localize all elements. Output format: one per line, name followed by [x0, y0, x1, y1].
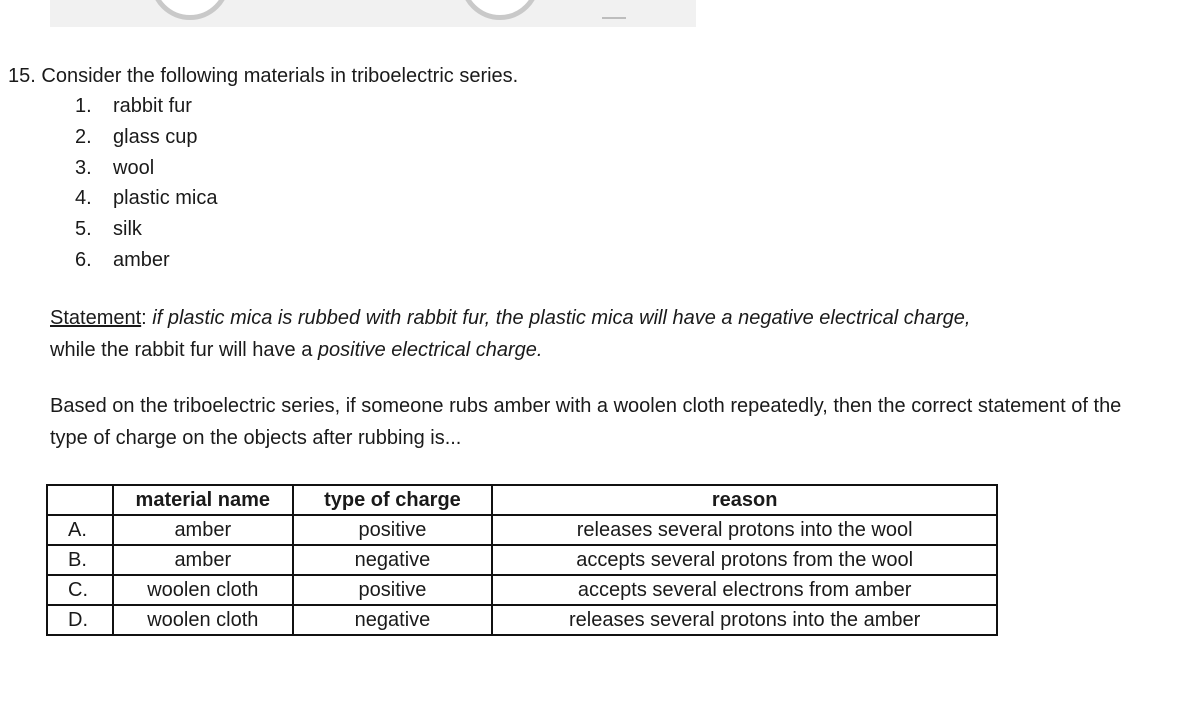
table-row[interactable] — [47, 605, 997, 635]
list-item-label: silk — [113, 218, 142, 241]
table-header-row — [47, 485, 997, 515]
statement-label: Statement — [50, 307, 142, 329]
list-item — [75, 94, 217, 125]
material-cell: amber — [113, 545, 293, 575]
reason-cell: accepts several protons from the wool — [492, 545, 997, 575]
table-row[interactable] — [47, 545, 997, 575]
charge-cell: negative — [293, 605, 493, 635]
question-text: Consider the following materials in triboelectric series. — [41, 65, 519, 87]
reason-cell: releases several protons into the wool — [492, 515, 997, 545]
statement-text-italic: if plastic mica is rubbed with rabbit fur, the plastic mica will have a negative electrical charge, — [152, 307, 971, 329]
list-item — [75, 217, 217, 248]
list-item — [75, 125, 217, 156]
question-heading — [8, 64, 518, 88]
charge-cell: positive — [293, 575, 493, 605]
answer-options-table — [46, 484, 998, 636]
list-item-label: glass cup — [113, 125, 198, 148]
question-prompt: Based on the triboelectric series, if someone rubs amber with a woolen cloth repeatedly, then the correct statement of the type of charge on the objects after rubbing is... — [50, 395, 1122, 449]
previous-question-figure-fragment — [50, 0, 696, 27]
materials-list — [75, 94, 217, 279]
statement-text: while the rabbit fur will have a — [50, 339, 313, 361]
statement-paragraph — [50, 302, 1160, 366]
table-row[interactable] — [47, 575, 997, 605]
list-item-label: rabbit fur — [113, 95, 192, 117]
option-letter: D. — [47, 605, 113, 635]
material-cell: woolen cloth — [113, 575, 293, 605]
list-item-number: 4. — [75, 187, 92, 210]
table-header-cell: material name — [113, 485, 293, 515]
reason-cell: releases several protons into the amber — [492, 605, 997, 635]
table-header-cell — [47, 485, 113, 515]
dash-mark — [602, 17, 626, 19]
list-item — [75, 156, 217, 187]
circle-figure-fragment-left — [150, 0, 230, 20]
list-item-number: 6. — [75, 248, 92, 271]
table-row[interactable] — [47, 515, 997, 545]
reason-cell: accepts several electrons from amber — [492, 575, 997, 605]
statement-colon: : — [141, 307, 147, 329]
statement-text-italic-end: positive electrical charge. — [317, 339, 543, 361]
list-item-label: plastic mica — [113, 187, 218, 210]
list-item — [75, 186, 217, 217]
list-item-number: 2. — [75, 125, 92, 148]
option-letter: B. — [47, 545, 113, 575]
list-item-number: 3. — [75, 156, 92, 179]
option-letter: C. — [47, 575, 113, 605]
question-number: 15. — [8, 65, 36, 87]
option-letter: A. — [47, 515, 113, 545]
list-item — [75, 248, 217, 279]
charge-cell: negative — [293, 545, 493, 575]
table-header-cell: type of charge — [293, 485, 493, 515]
list-item-label: wool — [113, 156, 155, 179]
list-item-label: amber — [113, 248, 170, 271]
material-cell: amber — [113, 515, 293, 545]
material-cell: woolen cloth — [113, 605, 293, 635]
list-item-number: 1. — [75, 95, 92, 117]
table-header-cell: reason — [492, 485, 997, 515]
circle-figure-fragment-right — [460, 0, 540, 20]
charge-cell: positive — [293, 515, 493, 545]
list-item-number: 5. — [75, 218, 92, 241]
